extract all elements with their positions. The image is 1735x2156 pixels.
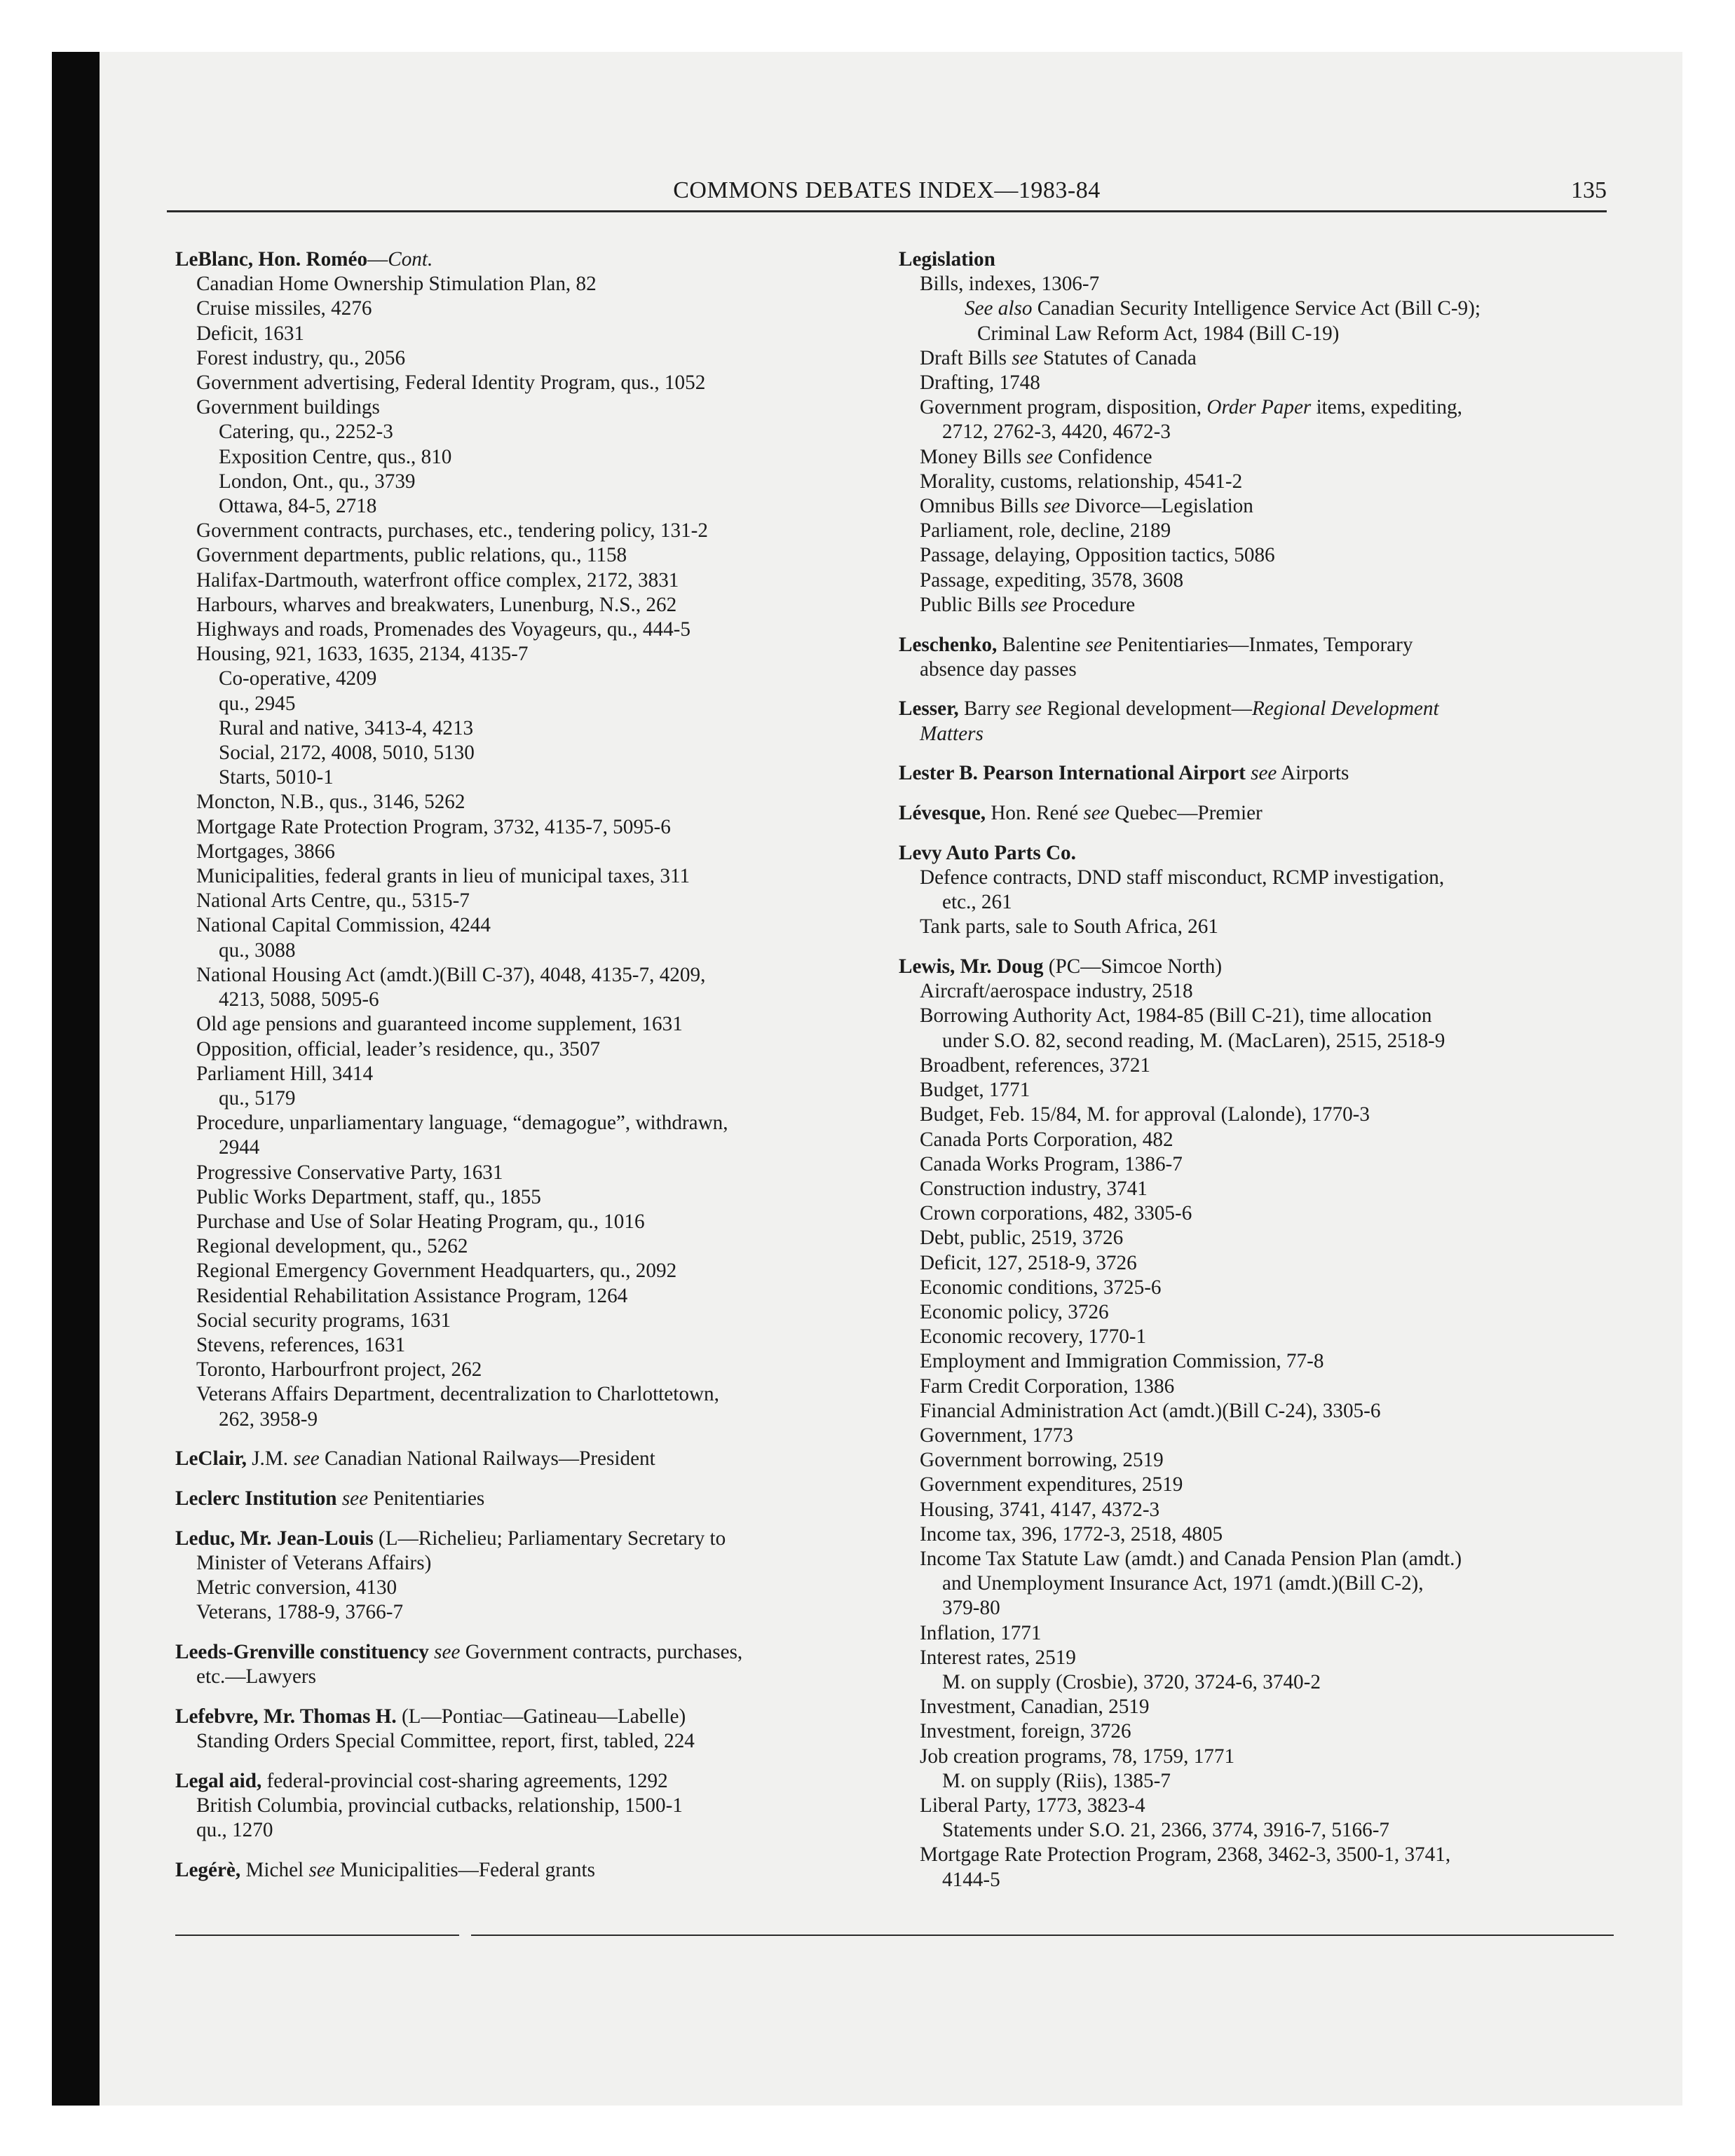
italic-text: Cont. — [388, 248, 433, 271]
subentry-line: Old age pensions and guaranteed income supplement, 1631 — [196, 1013, 683, 1036]
subentry-line: 2944 — [219, 1136, 260, 1159]
index-entry — [899, 697, 1628, 746]
subentry-line: Moncton, N.B., qus., 3146, 5262 — [196, 791, 465, 814]
entry-text: federal-provincial cost-sharing agreements, 1292 — [261, 1769, 668, 1792]
entry-heading-line — [175, 1640, 883, 1665]
entry-text: Canadian Security Intelligence Service Act (Bill C-9); — [1032, 297, 1481, 320]
index-entry — [899, 955, 1628, 1892]
entry-heading: Leclerc Institution — [175, 1487, 337, 1510]
index-entry — [899, 841, 1628, 940]
subentry-line: Economic conditions, 3725-6 — [920, 1276, 1162, 1299]
entry-heading: Lefebvre, Mr. Thomas H. — [175, 1705, 397, 1728]
entry-heading-line — [899, 633, 1628, 657]
subentry-line: Starts, 5010-1 — [219, 766, 334, 789]
entry-text: — — [367, 248, 388, 271]
page-number: 135 — [1571, 177, 1607, 203]
subentry-line: Procedure, unparliamentary language, “demagogue”, withdrawn, — [196, 1112, 728, 1135]
entry-heading: Levy Auto Parts Co. — [899, 841, 1076, 864]
subentry-line: 4213, 5088, 5095-6 — [219, 988, 379, 1011]
entry-heading: Lesser, — [899, 697, 959, 721]
entry-text: Regional development— — [1042, 697, 1252, 721]
subentry-line: 262, 3958-9 — [219, 1407, 318, 1431]
entry-heading: Leschenko, — [899, 633, 998, 656]
subentry-line: Deficit, 1631 — [196, 322, 305, 345]
entry-text: items, expediting, — [1311, 396, 1462, 419]
entry-heading-line — [175, 1487, 883, 1511]
footer-rule-short — [175, 1935, 459, 1936]
subentry-line: Exposition Centre, qus., 810 — [219, 445, 452, 468]
subentry-line: London, Ont., qu., 3739 — [219, 470, 416, 493]
entry-text: Penitentiaries—Inmates, Temporary — [1112, 633, 1413, 656]
subentry-line: Budget, Feb. 15/84, M. for approval (Lalonde), 1770-3 — [920, 1103, 1370, 1126]
page-header — [167, 175, 1607, 212]
index-entry — [175, 1447, 883, 1471]
entry-text: Government program, disposition, — [920, 396, 1207, 419]
subentry-line: Residential Rehabilitation Assistance Program, 1264 — [196, 1284, 628, 1307]
italic-text: Matters — [920, 722, 984, 745]
subentry-line: Statements under S.O. 21, 2366, 3774, 3916-7, 5166-7 — [942, 1819, 1390, 1842]
entry-text: Government contracts, purchases, — [460, 1640, 743, 1663]
entry-heading-line — [175, 1858, 883, 1883]
index-entry — [175, 1487, 883, 1511]
subentry-line — [899, 296, 1628, 321]
subentry-line: Progressive Conservative Party, 1631 — [196, 1161, 503, 1184]
entry-text: J.M. — [246, 1447, 294, 1471]
subentry-line: etc.—Lawyers — [196, 1665, 316, 1688]
entry-heading: Leeds-Grenville constituency — [175, 1640, 429, 1663]
subentry-line: Canada Ports Corporation, 482 — [920, 1128, 1173, 1151]
index-entry — [175, 1640, 883, 1689]
subentry-line: Debt, public, 2519, 3726 — [920, 1227, 1124, 1250]
entry-heading-line — [175, 1705, 883, 1729]
subentry-line: Standing Orders Special Committee, report, first, tabled, 224 — [196, 1730, 695, 1753]
index-entry — [899, 801, 1628, 826]
subentry-line: Interest rates, 2519 — [920, 1646, 1076, 1669]
entry-text: Hon. René — [986, 802, 1084, 825]
entry-text: Divorce—Legislation — [1070, 495, 1253, 518]
italic-text: see — [434, 1640, 461, 1663]
entry-heading: Legislation — [899, 248, 995, 271]
subentry-line: Farm Credit Corporation, 1386 — [920, 1374, 1175, 1398]
entry-heading-line — [899, 841, 1628, 866]
entry-text: Draft Bills — [920, 346, 1012, 369]
subentry-line: Tank parts, sale to South Africa, 261 — [920, 915, 1218, 939]
subentry-line: Opposition, official, leader’s residence, qu., 3507 — [196, 1037, 601, 1060]
subentry-line: British Columbia, provincial cutbacks, relationship, 1500-1 — [196, 1794, 683, 1817]
subentry-line: National Arts Centre, qu., 5315-7 — [196, 889, 470, 913]
subentry-line: Social security programs, 1631 — [196, 1309, 451, 1332]
subentry-line: 4144-5 — [942, 1868, 1000, 1891]
entry-heading: Leduc, Mr. Jean-Louis — [175, 1527, 374, 1550]
subentry-line: Employment and Immigration Commission, 77-8 — [920, 1350, 1324, 1373]
subentry-line: Government advertising, Federal Identity Program, qus., 1052 — [196, 371, 706, 395]
entry-text: Confidence — [1052, 445, 1152, 468]
subentry-line: Investment, Canadian, 2519 — [920, 1696, 1150, 1719]
subentry-line: Government borrowing, 2519 — [920, 1449, 1164, 1472]
subentry-line: Government buildings — [196, 396, 380, 419]
subentry-line: Catering, qu., 2252-3 — [219, 421, 393, 444]
subentry-line: Job creation programs, 78, 1759, 1771 — [920, 1745, 1235, 1768]
subentry-line: National Capital Commission, 4244 — [196, 914, 491, 937]
subentry-line: Toronto, Harbourfront project, 262 — [196, 1358, 482, 1381]
subentry-line: and Unemployment Insurance Act, 1971 (amdt.)(Bill C-2), — [942, 1572, 1424, 1595]
italic-text: see — [1043, 495, 1070, 518]
subentry-line: Harbours, wharves and breakwaters, Lunenburg, N.S., 262 — [196, 593, 677, 616]
italic-text: see — [341, 1487, 369, 1510]
subentry-line: Co-operative, 4209 — [219, 667, 377, 690]
entry-text: Statutes of Canada — [1037, 346, 1197, 369]
entry-heading-line — [175, 1447, 883, 1471]
subentry-line: Passage, expediting, 3578, 3608 — [920, 568, 1184, 592]
subentry-line: Mortgage Rate Protection Program, 3732, 4135-7, 5095-6 — [196, 815, 671, 838]
subentry-line — [899, 722, 1628, 746]
index-entry — [175, 1527, 883, 1625]
italic-text: see — [1251, 762, 1277, 785]
subentry-line: Mortgage Rate Protection Program, 2368, 3462-3, 3500-1, 3741, — [920, 1843, 1451, 1867]
subentry-line: M. on supply (Crosbie), 3720, 3724-6, 3740-2 — [942, 1670, 1321, 1693]
subentry-line: Financial Administration Act (amdt.)(Bill C-24), 3305-6 — [920, 1399, 1381, 1422]
italic-text: see — [1021, 593, 1047, 616]
subentry-line: Budget, 1771 — [920, 1079, 1030, 1102]
subentry-line: Canada Works Program, 1386-7 — [920, 1152, 1183, 1175]
subentry-line: Veterans Affairs Department, decentralization to Charlottetown, — [196, 1383, 719, 1406]
subentry-line — [899, 445, 1628, 470]
entry-heading: Lévesque, — [899, 802, 986, 825]
subentry-line: Income tax, 396, 1772-3, 2518, 4805 — [920, 1522, 1223, 1546]
subentry-line: Parliament, role, decline, 2189 — [920, 519, 1171, 543]
subentry-line: Liberal Party, 1773, 3823-4 — [920, 1794, 1145, 1817]
subentry-line: Criminal Law Reform Act, 1984 (Bill C-19) — [977, 322, 1340, 345]
subentry-line: Inflation, 1771 — [920, 1621, 1042, 1644]
italic-text: see — [1015, 697, 1042, 721]
index-column-left — [175, 247, 883, 1898]
entry-text: Money Bills — [920, 445, 1027, 468]
subentry-line: Stevens, references, 1631 — [196, 1333, 406, 1356]
entry-text: Penitentiaries — [368, 1487, 485, 1510]
index-entry — [175, 1858, 883, 1883]
entry-text — [337, 1487, 342, 1510]
subentry-line: Housing, 921, 1633, 1635, 2134, 4135-7 — [196, 643, 529, 666]
entry-text — [1246, 762, 1251, 784]
entry-heading: Lewis, Mr. Doug — [899, 955, 1044, 978]
subentry-line: Income Tax Statute Law (amdt.) and Canada Pension Plan (amdt.) — [920, 1547, 1462, 1570]
subentry-line: Purchase and Use of Solar Heating Program, qu., 1016 — [196, 1210, 645, 1233]
entry-text: Canadian National Railways—President — [319, 1447, 655, 1471]
subentry-line — [899, 494, 1628, 519]
index-column-right — [899, 247, 1628, 1907]
entry-text: Balentine — [997, 633, 1086, 656]
entry-text: Michel — [240, 1858, 309, 1881]
subentry-line: qu., 3088 — [219, 939, 296, 962]
entry-text: Quebec—Premier — [1109, 802, 1263, 825]
entry-heading: Legal aid, — [175, 1769, 262, 1792]
subentry-line: Government departments, public relations, qu., 1158 — [196, 544, 627, 567]
subentry-line: Drafting, 1748 — [920, 371, 1040, 395]
subentry-line: Economic policy, 3726 — [920, 1300, 1109, 1323]
subentry-line — [899, 346, 1628, 371]
subentry-line: etc., 261 — [942, 891, 1012, 914]
subentry-line: Bills, indexes, 1306-7 — [920, 273, 1100, 296]
subentry-line: Government expenditures, 2519 — [920, 1473, 1183, 1496]
subentry-line: Public Works Department, staff, qu., 1855 — [196, 1185, 541, 1208]
subentry-line: Government contracts, purchases, etc., tendering policy, 131-2 — [196, 519, 708, 543]
subentry-line: Municipalities, federal grants in lieu of municipal taxes, 311 — [196, 865, 690, 888]
subentry-line: Housing, 3741, 4147, 4372-3 — [920, 1498, 1160, 1521]
subentry-line: Mortgages, 3866 — [196, 840, 335, 863]
subentry-line: Cruise missiles, 4276 — [196, 297, 372, 320]
subentry-line: Crown corporations, 482, 3305-6 — [920, 1202, 1192, 1225]
entry-heading: Legérè, — [175, 1858, 241, 1881]
index-entry — [175, 247, 883, 1432]
running-title: COMMONS DEBATES INDEX—1983-84 — [673, 177, 1101, 203]
index-entry — [899, 761, 1628, 786]
index-entry — [899, 633, 1628, 682]
subentry-line: qu., 2945 — [219, 692, 296, 715]
entry-text: Barry — [958, 697, 1016, 721]
entry-heading: Lester B. Pearson International Airport — [899, 762, 1246, 785]
subentry-line: Aircraft/aerospace industry, 2518 — [920, 980, 1193, 1003]
subentry-line: under S.O. 82, second reading, M. (MacLaren), 2515, 2518-9 — [942, 1029, 1445, 1052]
italic-text: Order Paper — [1206, 396, 1312, 419]
entry-heading-line — [899, 697, 1628, 721]
entry-heading-line — [899, 801, 1628, 826]
entry-heading-line — [899, 955, 1628, 979]
entry-text: (L—Richelieu; Parliamentary Secretary to — [373, 1527, 726, 1550]
subentry-line: Broadbent, references, 3721 — [920, 1053, 1151, 1077]
italic-text: see — [1083, 802, 1110, 825]
subentry-line: Morality, customs, relationship, 4541-2 — [920, 470, 1243, 493]
subentry-line: Deficit, 127, 2518-9, 3726 — [920, 1251, 1137, 1274]
subentry-line: Ottawa, 84-5, 2718 — [219, 495, 377, 518]
italic-text: Regional Development — [1251, 697, 1439, 721]
subentry-line: Construction industry, 3741 — [920, 1177, 1148, 1200]
subentry-line: Metric conversion, 4130 — [196, 1576, 397, 1599]
subentry-line — [899, 395, 1628, 420]
subentry-line — [899, 593, 1628, 618]
index-entry — [899, 247, 1628, 618]
subentry-line: Passage, delaying, Opposition tactics, 5086 — [920, 544, 1275, 567]
book-spine-shadow — [52, 52, 100, 2106]
italic-text: see — [308, 1858, 335, 1881]
subentry-line: Regional Emergency Government Headquarters, qu., 2092 — [196, 1260, 677, 1283]
subentry-line: Defence contracts, DND staff misconduct, RCMP investigation, — [920, 866, 1445, 889]
subentry-line: National Housing Act (amdt.)(Bill C-37), 4048, 4135-7, 4209, — [196, 963, 706, 986]
index-entry — [175, 1705, 883, 1754]
entry-text: Airports — [1277, 762, 1349, 785]
entry-heading-line — [175, 1769, 883, 1794]
subentry-line: Government, 1773 — [920, 1424, 1073, 1447]
subentry-line: Regional development, qu., 5262 — [196, 1235, 468, 1258]
entry-text: Public Bills — [920, 593, 1021, 616]
entry-text: Omnibus Bills — [920, 495, 1044, 518]
subentry-line: Borrowing Authority Act, 1984-85 (Bill C-21), time allocation — [920, 1004, 1432, 1028]
entry-text: (L—Pontiac—Gatineau—Labelle) — [396, 1705, 686, 1728]
italic-text: see — [1026, 445, 1053, 468]
subentry-line: Rural and native, 3413-4, 4213 — [219, 716, 474, 739]
subentry-line: Minister of Veterans Affairs) — [196, 1551, 432, 1574]
entry-text: Procedure — [1047, 593, 1136, 616]
subentry-line: Highways and roads, Promenades des Voyageurs, qu., 444-5 — [196, 618, 690, 641]
entry-heading-line — [175, 247, 883, 272]
subentry-line: Halifax-Dartmouth, waterfront office complex, 2172, 3831 — [196, 568, 679, 592]
subentry-line: 2712, 2762-3, 4420, 4672-3 — [942, 421, 1171, 444]
entry-heading-line — [899, 247, 1628, 272]
subentry-line: Forest industry, qu., 2056 — [196, 346, 406, 369]
italic-text: see — [293, 1447, 320, 1471]
entry-heading-line — [899, 761, 1628, 786]
subentry-line: qu., 5179 — [219, 1086, 296, 1110]
subentry-line: Canadian Home Ownership Stimulation Plan, 82 — [196, 273, 597, 296]
italic-text: see — [1085, 633, 1113, 656]
entry-text: Municipalities—Federal grants — [334, 1858, 595, 1881]
subentry-line: Veterans, 1788-9, 3766-7 — [196, 1601, 404, 1624]
subentry-line: Parliament Hill, 3414 — [196, 1062, 374, 1085]
italic-text: See also — [965, 297, 1033, 320]
italic-text: see — [1012, 346, 1038, 369]
entry-heading-line — [175, 1527, 883, 1551]
index-entry — [175, 1769, 883, 1843]
subentry-line: M. on supply (Riis), 1385-7 — [942, 1769, 1171, 1792]
subentry-line: 379-80 — [942, 1597, 1000, 1620]
subentry-line: absence day passes — [920, 657, 1077, 681]
footer-rule-long — [471, 1935, 1614, 1936]
entry-text: (PC—Simcoe North) — [1043, 955, 1223, 978]
subentry-line: Investment, foreign, 3726 — [920, 1720, 1131, 1743]
subentry-line: Economic recovery, 1770-1 — [920, 1325, 1147, 1349]
entry-heading: LeClair, — [175, 1447, 247, 1471]
entry-heading: LeBlanc, Hon. Roméo — [175, 248, 368, 271]
subentry-line: qu., 1270 — [196, 1819, 273, 1842]
subentry-line: Social, 2172, 4008, 5010, 5130 — [219, 742, 475, 765]
